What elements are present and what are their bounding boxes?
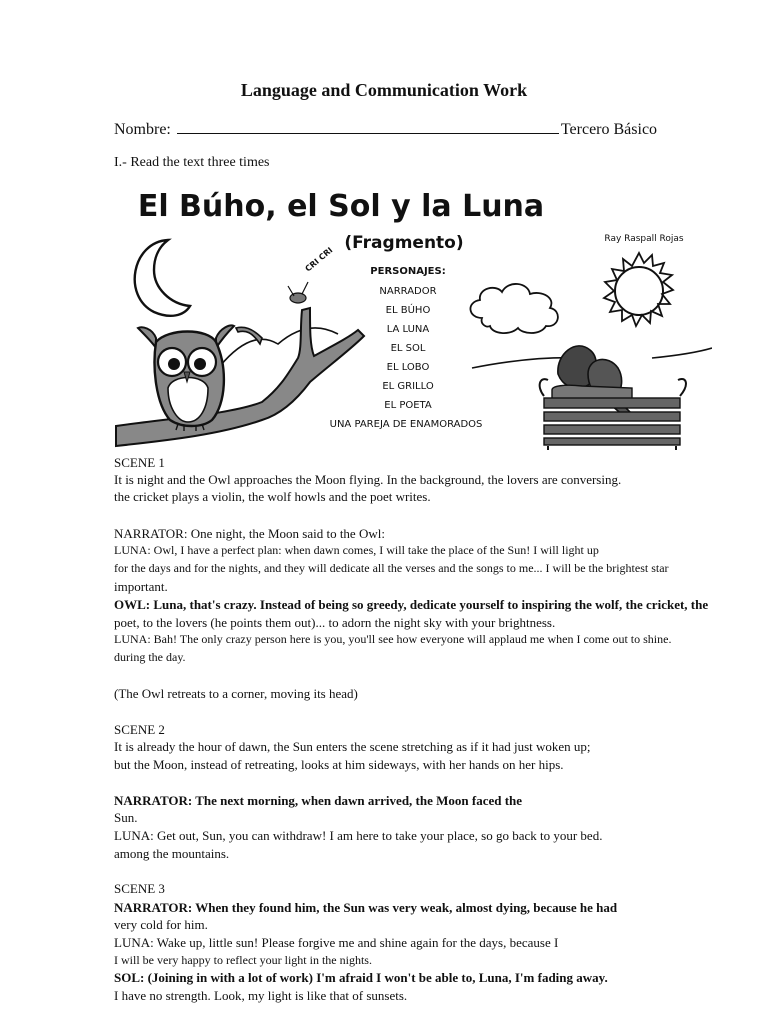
story-title: El Búho, el Sol y la Luna [137,189,545,224]
body-line: LUNA: Get out, Sun, you can withdraw! I am here to take your place, so go back to your bed. [114,828,603,843]
body-line: SOL: (Joining in with a lot of work) I'm afraid I won't be able to, Luna, I'm fading away. [114,970,608,985]
character-item: NARRADOR [379,286,437,297]
character-item: LA LUNA [386,324,430,335]
character-item: EL GRILLO [382,381,434,392]
story-illustration [112,178,712,450]
body-line: for the days and for the nights, and they will dedicate all the verses and the songs to me... I will be the brightest star [114,561,669,575]
cloud-drawing [470,284,557,333]
story-author: Ray Raspall Rojas [604,234,684,244]
body-line: LUNA: Owl, I have a perfect plan: when dawn comes, I will take the place of the Sun! I will light up [114,543,599,557]
instruction: I.- Read the text three times [114,155,270,170]
story-subtitle: (Fragmento) [344,233,464,253]
body-line: the cricket plays a violin, the wolf howls and the poet writes. [114,489,431,504]
body-line: NARRATOR: One night, the Moon said to the Owl: [114,526,385,541]
body-line: but the Moon, instead of retreating, looks at him sideways, with her hands on her hips. [114,757,564,772]
name-blank-line [177,119,559,134]
moon-drawing [135,240,190,316]
grade-label: Tercero Básico [560,121,658,138]
name-label: Nombre: [114,121,171,138]
body-line: It is already the hour of dawn, the Sun enters the scene stretching as if it had just woken up; [114,739,591,754]
stage-direction: (The Owl retreats to a corner, moving its head) [114,686,358,701]
body-line: LUNA: Wake up, little sun! Please forgive me and shine again for the days, because I [114,935,559,950]
body-line: NARRATOR: The next morning, when dawn arrived, the Moon faced the [114,793,523,808]
character-item: EL SOL [390,343,426,354]
scene-2-heading: SCENE 2 [114,722,165,737]
body-line: NARRATOR: When they found him, the Sun was very weak, almost dying, because he had [114,900,618,915]
document-title: Language and Communication Work [240,80,528,100]
character-item: UNA PAREJA DE ENAMORADOS [329,419,483,430]
body-line: OWL: Luna, that's crazy. Instead of being so greedy, dedicate yourself to inspiring the wolf, the cricket, the [114,597,709,612]
cricket-drawing [288,282,308,303]
body-line: poet, to the lovers (he points them out)... to adorn the night sky with your brightness. [114,615,556,630]
body-line: I have no strength. Look, my light is like that of sunsets. [114,988,408,1003]
body-line: It is night and the Owl approaches the Moon flying. In the background, the lovers are conversing. [114,472,622,487]
character-item: EL LOBO [386,362,430,373]
character-item: EL BÚHO [385,305,431,316]
body-line: Sun. [114,810,138,825]
character-item: EL POETA [384,400,432,411]
scene-1-heading: SCENE 1 [114,455,165,470]
lovers-on-bench [540,346,686,450]
characters-heading: PERSONAJES: [370,266,446,277]
body-line: among the mountains. [114,846,230,861]
scene-3-heading: SCENE 3 [114,881,165,896]
body-line: very cold for him. [114,917,208,932]
body-line: important. [114,579,168,594]
cricket-sound: CRI CRI [303,245,335,274]
body-line: LUNA: Bah! The only crazy person here is you, you'll see how everyone will applaud me when I come out to shine. [114,632,672,646]
name-field-row [114,119,657,139]
body-line: during the day. [114,650,186,664]
sun-drawing [604,253,673,326]
body-line: I will be very happy to reflect your light in the nights. [114,953,372,967]
